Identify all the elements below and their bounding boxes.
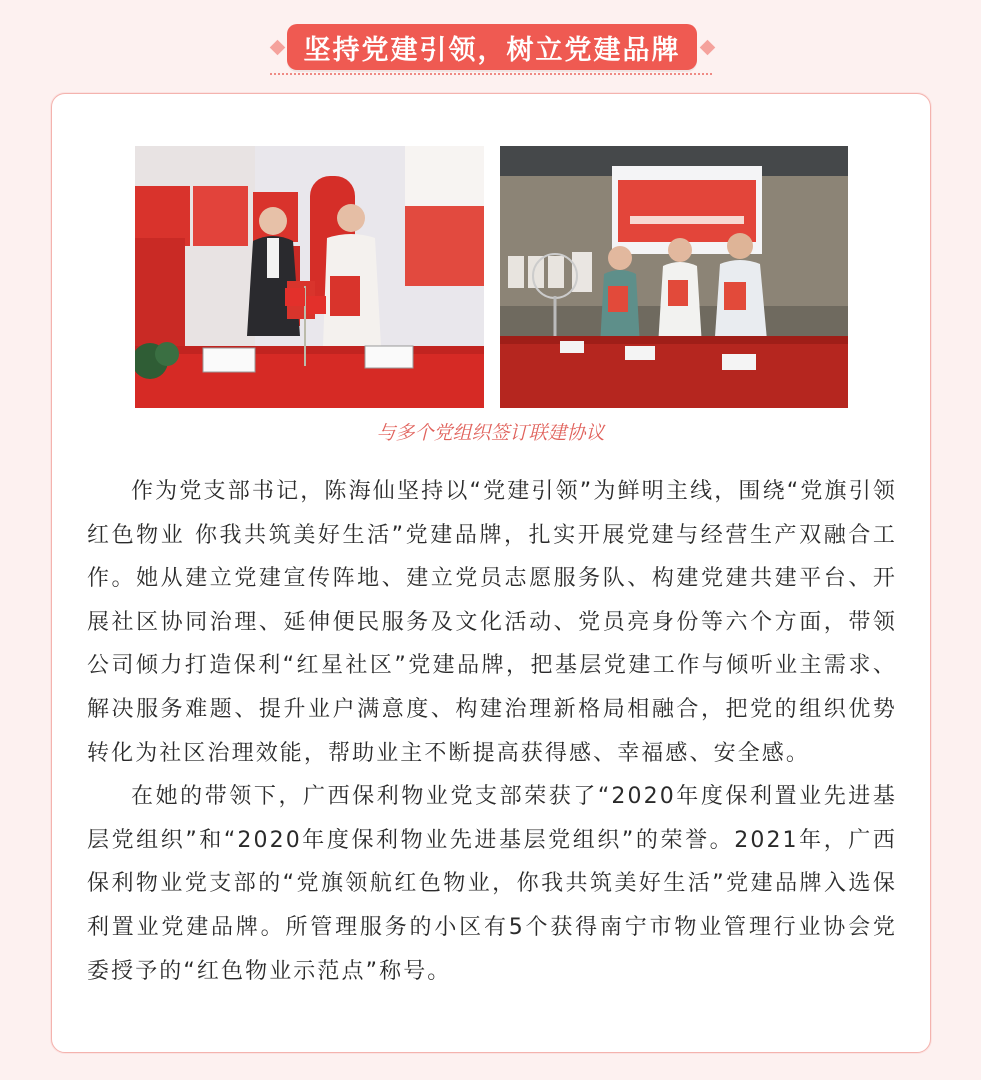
paragraph: 在她的带领下，广西保利物业党支部荣获了“2020年度保利置业先进基层党组织”和“2020年度保利物业先进基层党组织”的荣誉。2021年，广西保利物业党支部的“党旗领航红色物业，你我共筑美好生活”党建品牌入选保利置业党建品牌。所管理服务的小区有5个获得南宁市物业管理行业协会党委授予的“红色物业示范点”称号。 [87,784,897,984]
section-header [0,0,981,80]
signing-photo-right [500,146,848,408]
diamond-decoration-icon [270,40,286,56]
paragraph: 作为党支部书记，陈海仙坚持以“党建引领”为鲜明主线，围绕“党旗引领红色物业 你我共筑美好生活”党建品牌，扎实开展党建与经营生产双融合工作。她从建立党建宣传阵地、建立党员志愿服务队、构建党建共建平台、开展社区协同治理、延伸便民服务及文化活动、党员亮身份等六个方面，带领公司倾力打造保利“红星社区”党建品牌，把基层党建工作与倾听业主需求、解决服务难题、提升业户满意度、构建治理新格局相融合，把党的组织优势转化为社区治理效能，帮助业主不断提高获得感、幸福感、安全感。 [87,479,897,766]
signing-photo-left [135,146,484,408]
article-body [87,470,897,993]
dotted-divider [270,73,712,75]
photo-caption: 与多个党组织签订联建协议 [376,422,605,444]
section-title: 坚持党建引领，树立党建品牌 [287,24,697,70]
diamond-decoration-icon [700,40,716,56]
